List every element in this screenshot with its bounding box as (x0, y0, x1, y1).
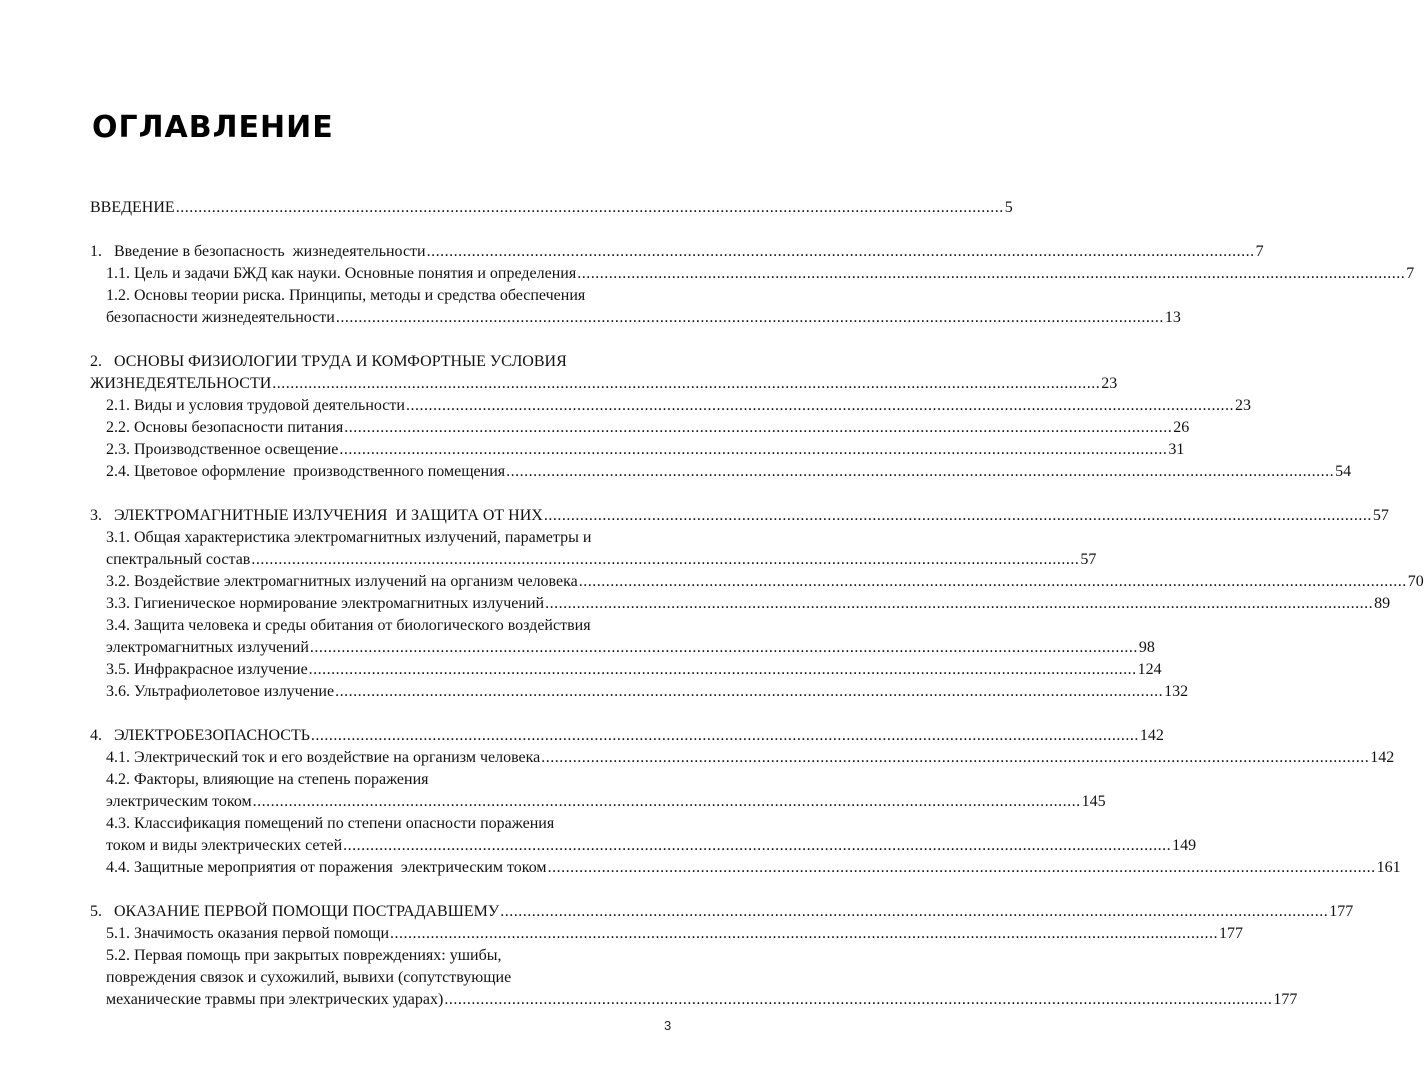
toc-leader (444, 989, 1272, 1011)
toc-leader (427, 241, 1255, 263)
toc-leader (253, 791, 1081, 813)
toc-section-3-6[interactable] (90, 681, 1189, 703)
toc-section-1-1[interactable] (90, 263, 1415, 285)
toc-section-title: 3.5. Инфракрасное излучение (106, 661, 308, 678)
toc-page-number: 89 (1374, 595, 1391, 612)
toc-leader (176, 197, 1004, 219)
toc-section-4-1[interactable] (90, 747, 1395, 769)
toc-chapter-5[interactable] (90, 901, 1354, 923)
toc-section-title: безопасности жизнедеятельности (106, 309, 335, 326)
toc-section-title: 1.1. Цель и задачи БЖД как науки. Основные понятия и определения (106, 265, 577, 282)
toc-chapter-2-line-1[interactable]: 2. ОСНОВЫ ФИЗИОЛОГИИ ТРУДА И КОМФОРТНЫЕ УСЛОВИЯ (90, 353, 567, 370)
table-of-contents (90, 197, 1424, 1011)
toc-section-4-4[interactable] (90, 857, 1401, 879)
toc-page-number: 124 (1137, 661, 1162, 678)
toc-section-3-1-line-1[interactable]: 3.1. Общая характеристика электромагнитных излучений, параметры и (106, 529, 592, 546)
toc-leader (311, 725, 1139, 747)
toc-page-number: 177 (1329, 903, 1354, 920)
spacer (90, 483, 672, 505)
toc-section-title: спектральный состав (106, 551, 251, 568)
toc-section-title: 3.3. Гигиеническое нормирование электромагнитных излучений (106, 595, 545, 612)
toc-chapter-title: ЖИЗНЕДЕЯТЕЛЬНОСТИ (90, 375, 272, 392)
toc-section-title: электромагнитных излучений (106, 639, 309, 656)
toc-page-number: 177 (1273, 991, 1298, 1008)
toc-section-3-3[interactable] (90, 593, 1391, 615)
toc-section-2-1[interactable] (90, 395, 1251, 417)
toc-section-5-1[interactable] (90, 923, 1244, 945)
toc-section-3-2[interactable] (90, 571, 1424, 593)
toc-section-3-5[interactable] (90, 659, 1162, 681)
toc-page-number: 149 (1172, 837, 1197, 854)
toc-section-4-2-line-1[interactable]: 4.2. Факторы, влияющие на степень поражения (106, 771, 429, 788)
toc-section-4-3[interactable] (90, 835, 1197, 857)
toc-section-4-2[interactable] (90, 791, 1106, 813)
toc-chapter-title: 4. ЭЛЕКТРОБЕЗОПАСНОСТЬ (90, 727, 310, 744)
toc-page-number: 142 (1370, 749, 1395, 766)
toc-section-2-3[interactable] (90, 439, 1185, 461)
toc-section-1-2[interactable] (90, 307, 1181, 329)
toc-section-title: электрическим током (106, 793, 252, 810)
toc-page-number: 23 (1234, 397, 1251, 414)
toc-leader (310, 637, 1138, 659)
toc-page-number: 31 (1168, 441, 1185, 458)
toc-chapter-4[interactable] (90, 725, 1164, 747)
toc-leader (343, 835, 1171, 857)
toc-leader (336, 307, 1164, 329)
toc-section-title: 2.2. Основы безопасности питания (106, 419, 344, 436)
toc-page-number: 57 (1080, 551, 1097, 568)
toc-section-title: 2.4. Цветовое оформление производственного помещения (106, 463, 506, 480)
toc-chapter-2[interactable] (90, 373, 1118, 395)
toc-entry-intro[interactable] (90, 197, 1013, 219)
toc-section-title: током и виды электрических сетей (106, 837, 343, 854)
toc-leader (500, 901, 1328, 923)
toc-leader (541, 747, 1369, 769)
toc-leader (339, 439, 1167, 461)
spacer (90, 703, 672, 725)
toc-leader (577, 263, 1405, 285)
toc-section-title: 3.6. Ультрафиолетовое излучение (106, 683, 335, 700)
toc-page-number: 177 (1219, 925, 1244, 942)
toc-chapter-title: 5. ОКАЗАНИЕ ПЕРВОЙ ПОМОЩИ ПОСТРАДАВШЕМУ (90, 903, 500, 920)
toc-section-title: 5.1. Значимость оказания первой помощи (106, 925, 390, 942)
toc-entry-title: ВВЕДЕНИЕ (90, 199, 175, 216)
toc-chapter-3[interactable] (90, 505, 1389, 527)
toc-section-title: 2.3. Производственное освещение (106, 441, 339, 458)
spacer (90, 329, 672, 351)
toc-section-2-2[interactable] (90, 417, 1190, 439)
toc-section-1-2-line-1[interactable]: 1.2. Основы теории риска. Принципы, методы и средства обеспечения (106, 287, 586, 304)
toc-section-title: 4.1. Электрический ток и его воздействие на организм человека (106, 749, 541, 766)
toc-section-3-4-line-1[interactable]: 3.4. Защита человека и среды обитания от биологического воздействия (106, 617, 591, 634)
toc-chapter-title: 3. ЭЛЕКТРОМАГНИТНЫЕ ИЗЛУЧЕНИЯ И ЗАЩИТА ОТ НИХ (90, 507, 543, 524)
toc-section-3-4[interactable] (90, 637, 1155, 659)
toc-page-number: 132 (1164, 683, 1189, 700)
toc-section-title: механические травмы при электрических ударах) (106, 991, 444, 1008)
toc-section-title: 3.2. Воздействие электромагнитных излучений на организм человека (106, 573, 578, 590)
toc-leader (579, 571, 1407, 593)
toc-section-5-2[interactable] (90, 989, 1298, 1011)
toc-leader (335, 681, 1163, 703)
toc-section-2-4[interactable] (90, 461, 1352, 483)
toc-chapter-1[interactable] (90, 241, 1264, 263)
toc-page-number: 70 (1407, 573, 1424, 590)
toc-leader (406, 395, 1234, 417)
toc-page-number: 54 (1335, 463, 1352, 480)
toc-leader (506, 461, 1334, 483)
toc-leader (544, 505, 1372, 527)
toc-page-number: 57 (1372, 507, 1389, 524)
toc-section-3-1[interactable] (90, 549, 1097, 571)
toc-chapter-title: 1. Введение в безопасность жизнедеятельности (90, 243, 426, 260)
toc-leader (309, 659, 1137, 681)
toc-page-number: 145 (1081, 793, 1106, 810)
toc-section-5-2-line-2[interactable]: повреждения связок и сухожилий, вывихи (сопутствующие (106, 969, 512, 986)
toc-page-number: 161 (1376, 859, 1401, 876)
toc-page-number: 13 (1164, 309, 1181, 326)
spacer (90, 879, 672, 901)
toc-leader (251, 549, 1079, 571)
toc-page-number: 7 (1255, 243, 1264, 260)
toc-page-number: 26 (1173, 419, 1190, 436)
toc-page-number: 5 (1004, 199, 1013, 216)
toc-leader (390, 923, 1218, 945)
toc-page-number: 23 (1101, 375, 1118, 392)
toc-section-4-3-line-1[interactable]: 4.3. Классификация помещений по степени опасности поражения (106, 815, 555, 832)
spacer (90, 219, 672, 241)
toc-leader (272, 373, 1100, 395)
toc-section-title: 2.1. Виды и условия трудовой деятельности (106, 397, 405, 414)
toc-leader (548, 857, 1376, 879)
toc-section-title: 4.4. Защитные мероприятия от поражения электрическим током (106, 859, 547, 876)
toc-page-number: 98 (1138, 639, 1155, 656)
page-title: ОГЛАВЛЕНИЕ (92, 110, 334, 145)
toc-section-5-2-line-1[interactable]: 5.2. Первая помощь при закрытых повреждениях: ушибы, (106, 947, 502, 964)
toc-page-number: 142 (1139, 727, 1164, 744)
toc-page-number: 7 (1406, 265, 1415, 282)
toc-leader (344, 417, 1172, 439)
page-number: 3 (664, 1018, 672, 1033)
toc-leader (545, 593, 1373, 615)
